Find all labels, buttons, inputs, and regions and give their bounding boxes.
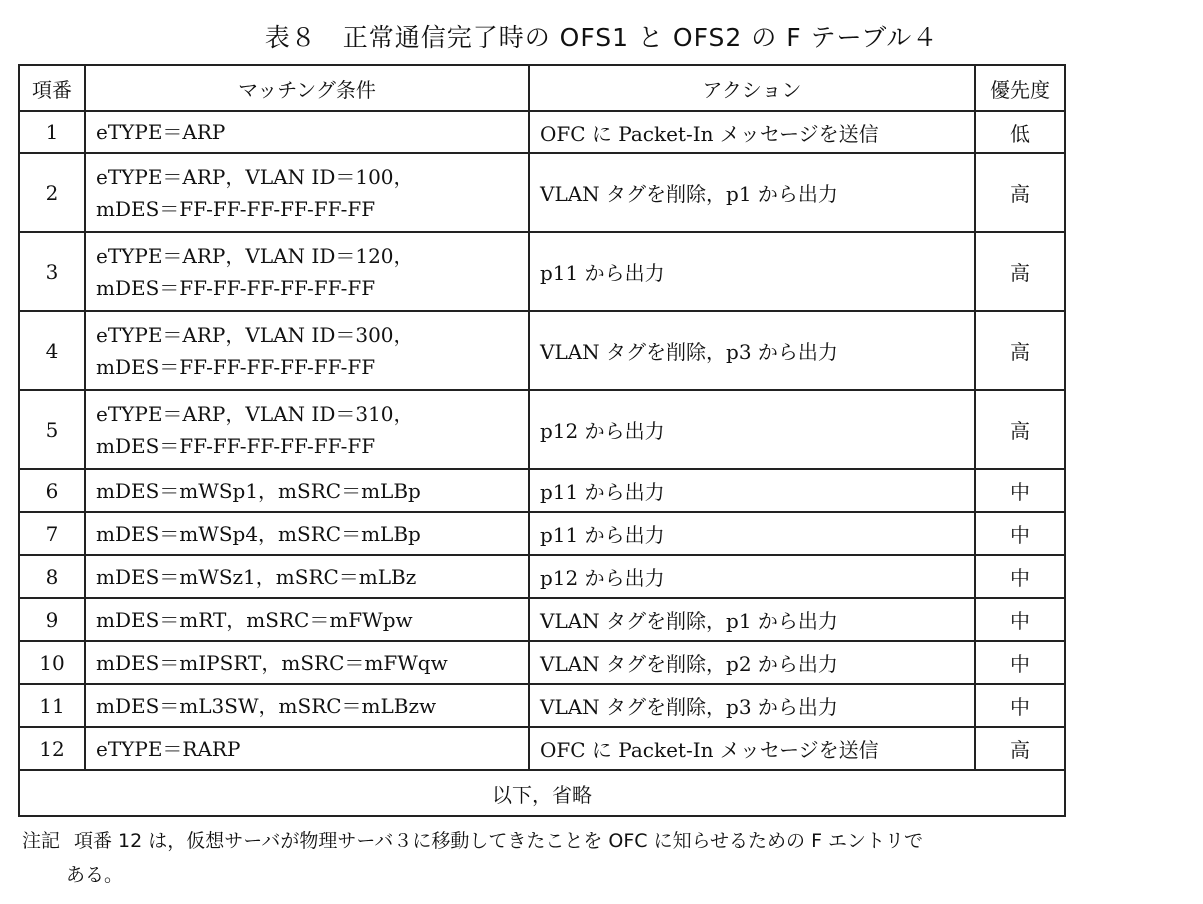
condition-line: mDES＝mWSz1，mSRC＝mLBz [96,564,417,589]
header-action: アクション [529,65,975,111]
row-priority: 高 [975,311,1065,390]
row-no: 11 [19,684,85,727]
row-no: 4 [19,311,85,390]
condition-line: mDES＝FF-FF-FF-FF-FF-FF [96,196,376,221]
row-priority: 高 [975,153,1065,232]
row-priority: 高 [975,232,1065,311]
row-action: OFC に Packet-In メッセージを送信 [529,727,975,770]
table-row [19,555,1065,598]
row-condition [85,153,529,232]
table-row [19,111,1065,153]
row-action: VLAN タグを削除，p3 から出力 [529,684,975,727]
f-table [18,64,1066,817]
row-action: VLAN タグを削除，p1 から出力 [529,153,975,232]
condition-line: mDES＝mIPSRT，mSRC＝mFWqw [96,650,448,675]
row-condition [85,684,529,727]
table-row [19,153,1065,232]
row-condition [85,311,529,390]
condition-line: mDES＝mRT，mSRC＝mFWpw [96,607,413,632]
row-condition [85,469,529,512]
condition-line: mDES＝mL3SW，mSRC＝mLBzw [96,693,437,718]
note-label: 注記 [22,830,61,852]
row-condition [85,598,529,641]
row-no: 3 [19,232,85,311]
condition-line: mDES＝FF-FF-FF-FF-FF-FF [96,433,376,458]
condition-line: eTYPE＝ARP，VLAN ID＝100， [96,164,414,189]
row-priority: 高 [975,727,1065,770]
row-condition [85,111,529,153]
row-condition [85,232,529,311]
table-title: 表８ 正常通信完了時の OFS1 と OFS2 の F テーブル４ [264,23,939,52]
condition-line: eTYPE＝ARP，VLAN ID＝310， [96,401,414,426]
table-row [19,390,1065,469]
row-priority: 高 [975,390,1065,469]
row-no: 7 [19,512,85,555]
condition-line: mDES＝mWSp4，mSRC＝mLBp [96,521,421,546]
row-no: 8 [19,555,85,598]
row-action: p11 から出力 [529,512,975,555]
row-priority: 中 [975,469,1065,512]
table-row [19,311,1065,390]
row-action: OFC に Packet-In メッセージを送信 [529,111,975,153]
condition-line: eTYPE＝ARP [96,120,226,144]
row-no: 2 [19,153,85,232]
row-action: VLAN タグを削除，p2 から出力 [529,641,975,684]
row-no: 12 [19,727,85,770]
row-no: 9 [19,598,85,641]
row-no: 1 [19,111,85,153]
table-row [19,512,1065,555]
header-row [19,65,1065,111]
row-no: 5 [19,390,85,469]
row-condition [85,390,529,469]
row-no: 6 [19,469,85,512]
row-action: p12 から出力 [529,555,975,598]
table-row [19,727,1065,770]
table-row [19,469,1065,512]
row-action: p11 から出力 [529,469,975,512]
row-priority: 中 [975,598,1065,641]
footer-row [19,770,1065,816]
row-priority: 中 [975,684,1065,727]
table-row [19,232,1065,311]
condition-line: mDES＝FF-FF-FF-FF-FF-FF [96,354,376,379]
row-condition [85,555,529,598]
row-no: 10 [19,641,85,684]
row-condition [85,641,529,684]
note-text-line2: ある。 [66,864,124,886]
table-row [19,641,1065,684]
header-priority: 優先度 [975,65,1065,111]
row-priority: 中 [975,512,1065,555]
header-condition: マッチング条件 [85,65,529,111]
row-action: p11 から出力 [529,232,975,311]
row-condition [85,727,529,770]
row-condition [85,512,529,555]
row-action: VLAN タグを削除，p3 から出力 [529,311,975,390]
condition-line: eTYPE＝ARP，VLAN ID＝120， [96,243,414,268]
row-action: VLAN タグを削除，p1 から出力 [529,598,975,641]
row-priority: 中 [975,641,1065,684]
note-text-line1: 項番 12 は，仮想サーバが物理サーバ３に移動してきたことを OFC に知らせるための F エントリで [74,830,924,852]
condition-line: mDES＝mWSp1，mSRC＝mLBp [96,478,421,503]
row-priority: 低 [975,111,1065,153]
condition-line: eTYPE＝ARP，VLAN ID＝300， [96,322,414,347]
header-no: 項番 [19,65,85,111]
table-row [19,684,1065,727]
condition-line: mDES＝FF-FF-FF-FF-FF-FF [96,275,376,300]
table-footer: 以下，省略 [19,770,1065,816]
condition-line: eTYPE＝RARP [96,736,241,761]
table-row [19,598,1065,641]
row-priority: 中 [975,555,1065,598]
row-action: p12 から出力 [529,390,975,469]
table-note [22,824,1192,892]
